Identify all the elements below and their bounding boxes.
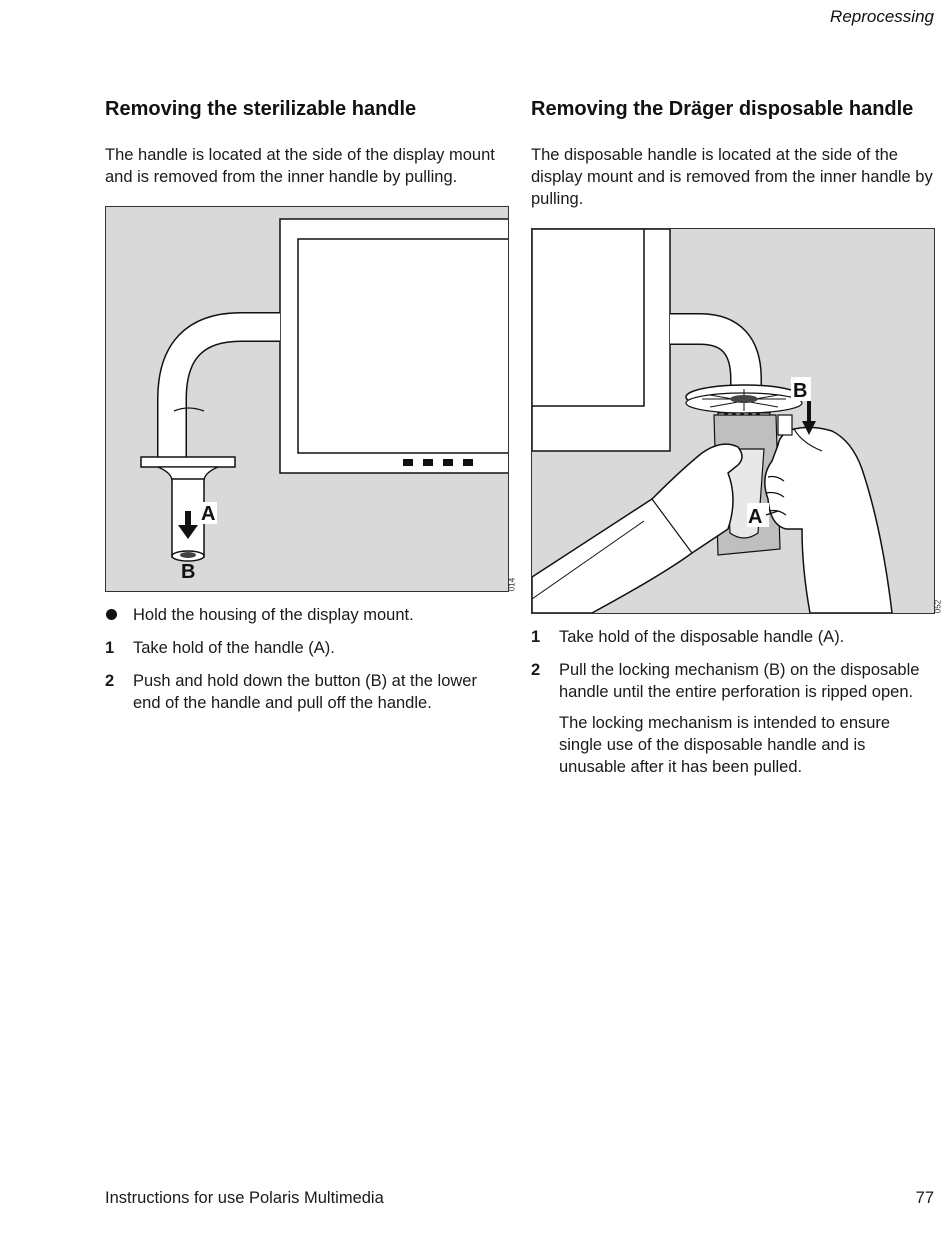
disposable-handle-illustration	[532, 229, 934, 613]
left-heading: Removing the sterilizable handle	[105, 98, 417, 120]
running-title: Reprocessing	[830, 7, 934, 26]
locking-note: The locking mechanism is intended to ensure single use of the disposable handle and is unusable after it has been pulled.	[559, 714, 891, 776]
left-steps	[105, 604, 509, 714]
bullet-icon	[106, 609, 117, 620]
down-arrow-icon	[185, 511, 191, 527]
left-hand	[532, 444, 742, 613]
step-text: Take hold of the handle (A).	[133, 639, 335, 657]
sterilizable-handle-illustration	[106, 207, 508, 591]
list-item	[105, 637, 509, 659]
footer-title: Instructions for use Polaris Multimedia	[105, 1189, 384, 1207]
page-number: 77	[915, 1189, 934, 1207]
list-item	[531, 659, 935, 703]
monitor-screen	[298, 239, 508, 453]
step-number: 2	[105, 672, 115, 690]
step-number: 2	[531, 661, 541, 679]
figure-code: 014	[507, 577, 517, 592]
right-steps	[531, 626, 935, 703]
list-item	[531, 626, 935, 648]
label-a: A	[748, 506, 763, 528]
label-b: B	[793, 380, 808, 402]
right-heading: Removing the Dräger disposable handle	[531, 98, 914, 120]
label-a: A	[201, 503, 216, 525]
monitor-led	[403, 459, 413, 466]
list-item	[105, 670, 509, 714]
step-text: Push and hold down the button (B) at the lower end of the handle and pull off the handle.	[133, 672, 477, 712]
right-hand	[765, 427, 892, 613]
label-b: B	[181, 561, 196, 583]
locking-mechanism	[778, 415, 792, 435]
list-item	[105, 604, 509, 626]
left-column	[105, 96, 517, 725]
monitor-led	[463, 459, 473, 466]
monitor-screen	[532, 229, 644, 406]
monitor-led	[443, 459, 453, 466]
left-intro: The handle is located at the side of the display mount and is removed from the inner handle by pulling.	[105, 146, 495, 186]
handle-flange	[141, 457, 235, 467]
right-column	[531, 96, 943, 778]
figure-code: 052	[933, 599, 943, 614]
step-number: 1	[531, 628, 541, 646]
right-intro: The disposable handle is located at the side of the display mount and is removed from the inner handle by pulling.	[531, 146, 933, 208]
release-button	[180, 552, 196, 558]
step-text: Take hold of the disposable handle (A).	[559, 628, 845, 646]
step-text: Pull the locking mechanism (B) on the disposable handle until the entire perforation is ripped open.	[559, 661, 920, 701]
disposable-handle-figure	[531, 228, 943, 614]
sterilizable-handle-figure	[105, 206, 517, 592]
step-text: Hold the housing of the display mount.	[133, 606, 414, 624]
monitor-led	[423, 459, 433, 466]
step-number: 1	[105, 639, 115, 657]
